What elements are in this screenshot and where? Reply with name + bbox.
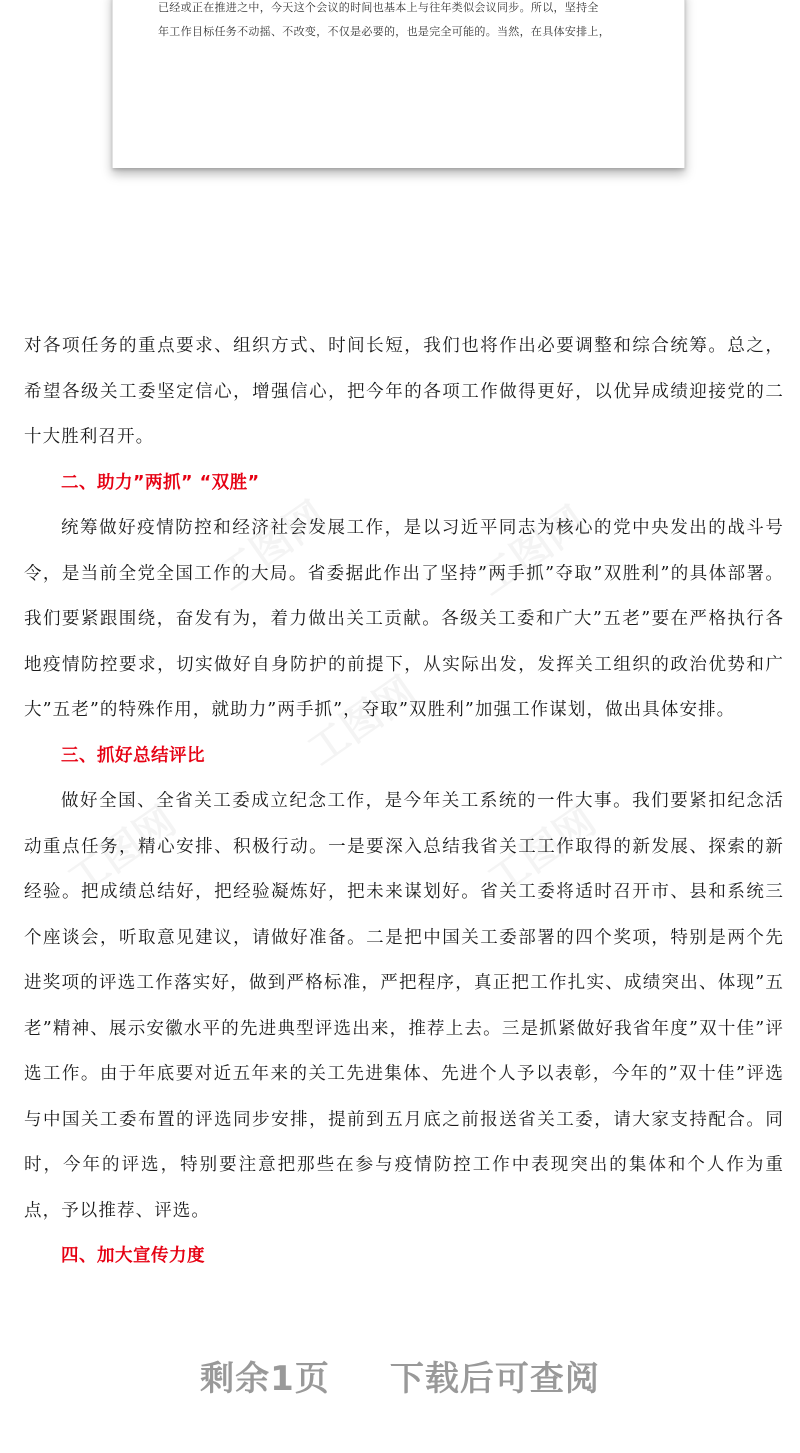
section-heading-3: 三、抓好总结评比 xyxy=(61,745,205,766)
section-heading-4: 四、加大宣传力度 xyxy=(61,1246,205,1266)
section-heading-2: 二、助力”两抓” “双胜” xyxy=(61,472,260,493)
preview-page-card xyxy=(112,0,685,168)
download-prompt-bar[interactable] xyxy=(0,1345,800,1405)
preview-line: 年工作目标任务不动摇、不改变，不仅是必要的，也是完全可能的。当然，在具体安排上， xyxy=(158,25,610,38)
download-to-view-label[interactable]: 下载后可查阅 xyxy=(389,1358,600,1399)
remaining-pages-label[interactable]: 剩余1页 xyxy=(200,1358,330,1399)
section-paragraph-3: 做好全国、全省关工委成立纪念工作，是今年关工系统的一件大事。我们要紧扣纪念活动重点任务，精心安排、积极行动。一是要深入总结我省关工工作取得的新发展、探索的新经验。把成绩总结好，把经验凝炼好，把未来谋划好。省关工委将适时召开市、县和系统三个座谈会，听取意见建议，请做好准备。二是把中国关工委部署的四个奖项，特别是两个先进奖项的评选工作落实好，做到严格标准，严把程序，真正把工作扎实、成绩突出、体现”五老”精神、展示安徽水平的先进典型评选出来，推荐上去。三是抓紧做好我省年度”双十佳”评选工作。由于年底要对近五年来的关工先进集体、先进个人予以表彰，今年的”双十佳”评选与中国关工委布置的评选同步安排，提前到五月底之前报送省关工委，请大家支持配合。同时，今年的评选，特别要注意把那些在参与疫情防控工作中表现突出的集体和个人作为重点，予以推荐、评选。 xyxy=(24,791,784,1221)
preview-line: 已经或正在推进之中，今天这个会议的时间也基本上与往年类似会议同步。所以，坚持全 xyxy=(158,1,599,14)
preview-page-text xyxy=(158,0,648,44)
intro-paragraph: 对各项任务的重点要求、组织方式、时间长短，我们也将作出必要调整和综合统筹。总之，希望各级关工委坚定信心，增强信心，把今年的各项工作做得更好，以优异成绩迎接党的二十大胜利召开。 xyxy=(24,336,784,447)
document-body xyxy=(24,324,784,1280)
section-paragraph-2: 统筹做好疫情防控和经济社会发展工作，是以习近平同志为核心的党中央发出的战斗号令，是当前全党全国工作的大局。省委据此作出了坚持”两手抓”夺取”双胜利”的具体部署。我们要紧跟围绕，奋发有为，着力做出关工贡献。各级关工委和广大”五老”要在严格执行各地疫情防控要求，切实做好自身防护的前提下，从实际出发，发挥关工组织的政治优势和广大”五老”的特殊作用，就助力”两手抓”，夺取”双胜利”加强工作谋划，做出具体安排。 xyxy=(24,518,784,720)
